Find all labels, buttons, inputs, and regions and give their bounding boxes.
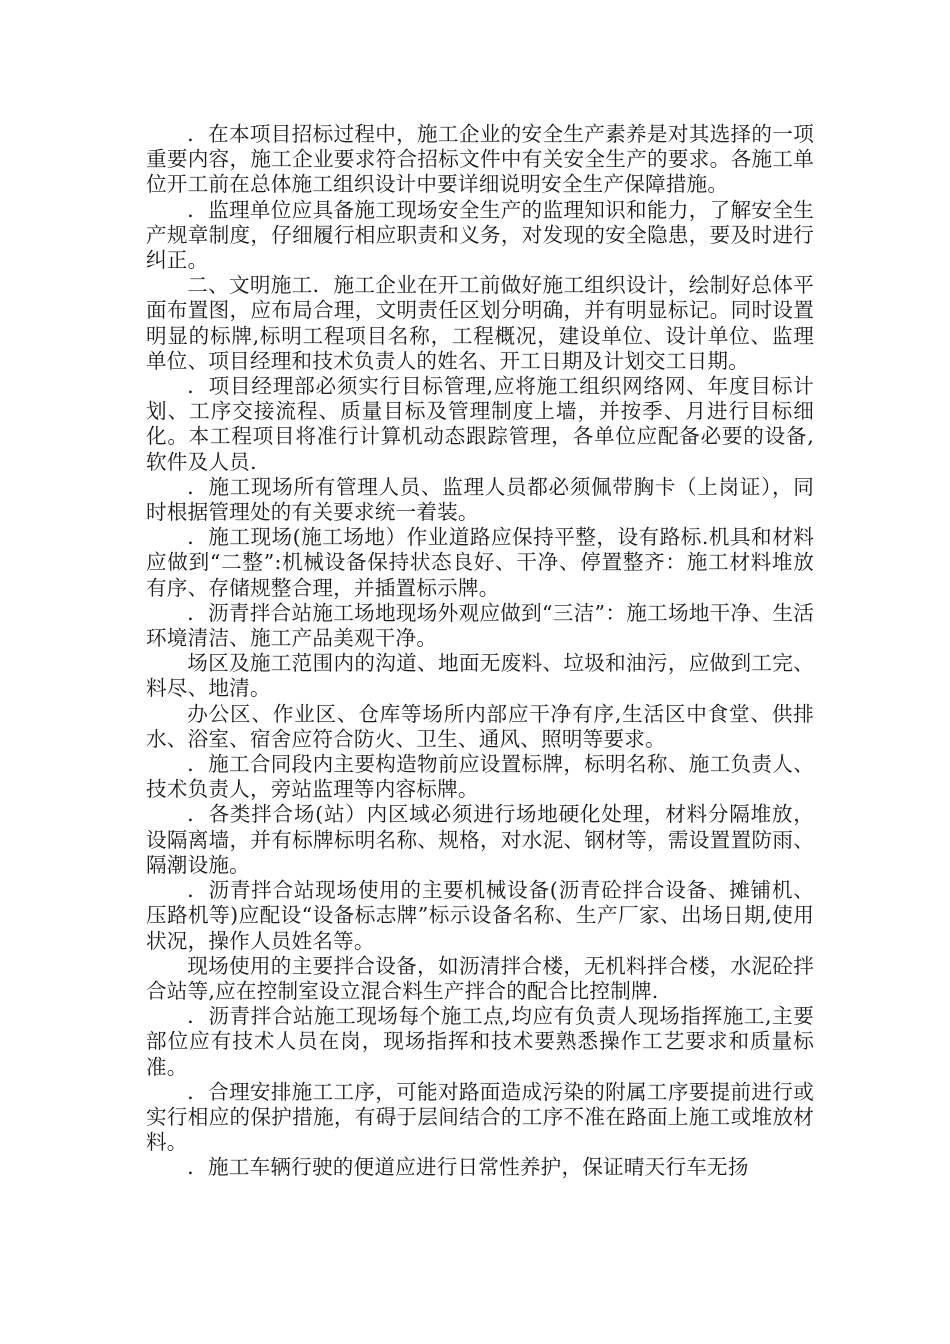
paragraph: ．合理安排施工工序，可能对路面造成污染的附属工序要提前进行或实行相应的保护措施，有碍于层间结合的工序不准在路面上施工或堆放材料。 <box>146 1079 814 1155</box>
paragraph: ．施工现场所有管理人员、监理人员都必须佩带胸卡（上岗证），同时根据管理处的有关要求统一着装。 <box>146 474 814 525</box>
paragraph: ．沥青拌合站施工场地现场外观应做到“三洁”：施工场地干净、生活环境清洁、施工产品美观干净。 <box>146 600 814 651</box>
paragraph: ．在本项目招标过程中，施工企业的安全生产素养是对其选择的一项重要内容，施工企业要求符合招标文件中有关安全生产的要求。各施工单位开工前在总体施工组织设计中要详细说明安全生产保障措施。 <box>146 122 814 197</box>
paragraph: ．沥青拌合站现场使用的主要机械设备(沥青砼拌合设备、摊铺机、压路机等)应配设“设备标志牌”标示设备名称、生产厂家、出场日期,使用状况，操作人员姓名等。 <box>146 878 814 953</box>
paragraph: 场区及施工范围内的沟道、地面无废料、垃圾和油污，应做到工完、料尽、地清。 <box>146 651 814 701</box>
paragraph: 办公区、作业区、仓库等场所内部应干净有序,生活区中食堂、供排水、浴室、宿舍应符合防火、卫生、通风、照明等要求。 <box>146 701 814 751</box>
paragraph: ．项目经理部必须实行目标管理,应将施工组织网络网、年度目标计划、工序交接流程、质量目标及管理制度上墙，并按季、月进行目标细化。本工程项目将准行计算机动态跟踪管理，各单位应配备必要的设备,软件及人员. <box>146 374 814 474</box>
paragraph: ．施工合同段内主要构造物前应设置标牌，标明名称、施工负责人、技术负责人，旁站监理等内容标牌。 <box>146 752 814 802</box>
paragraph: ．施工车辆行驶的便道应进行日常性养护，保证晴天行车无扬 <box>187 1155 749 1180</box>
paragraph: ．沥青拌合站施工现场每个施工点,均应有负责人现场指挥施工,主要部位应有技术人员在岗，现场指挥和技术要熟悉操作工艺要求和质量标准。 <box>146 1004 814 1079</box>
document-body <box>146 122 814 1181</box>
paragraph: 二、文明施工．施工企业在开工前做好施工组织设计，绘制好总体平面布置图，应布局合理，文明责任区划分明确，并有明显标记。同时设置明显的标牌,标明工程项目名称，工程概况，建设单位、设计单位、监理单位、项目经理和技术负责人的姓名、开工日期及计划交工日期。 <box>146 273 814 373</box>
paragraph: ．施工现场(施工场地）作业道路应保持平整，设有路标.机具和材料应做到“二整”:机械设备保持状态良好、干净、停置整齐：施工材料堆放有序、存储规整合理，并插置标示牌。 <box>146 525 814 600</box>
paragraph: 现场使用的主要拌合设备，如沥清拌合楼，无机料拌合楼，水泥砼拌合站等,应在控制室设立混合料生产拌合的配合比控制牌. <box>146 953 814 1003</box>
paragraph: ．各类拌合场(站）内区域必须进行场地硬化处理，材料分隔堆放，设隔离墙，并有标牌标明名称、规格，对水泥、钢材等，需设置置防雨、隔潮设施。 <box>146 802 814 877</box>
paragraph: ．监理单位应具备施工现场安全生产的监理知识和能力，了解安全生产规章制度，仔细履行相应职责和义务，对发现的安全隐患，要及时进行纠正。 <box>146 197 814 273</box>
